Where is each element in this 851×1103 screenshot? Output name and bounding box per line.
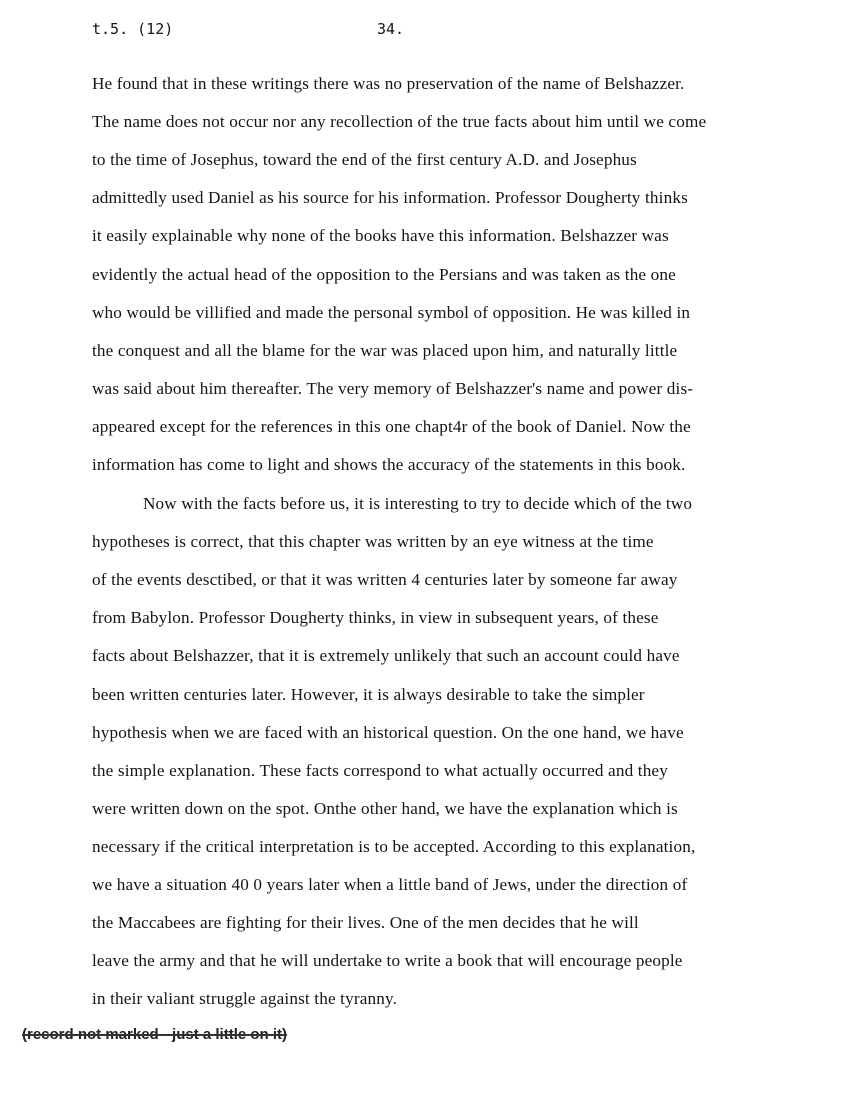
text-line: was said about him thereafter. The very memory of Belshazzer's name and power dis- [92, 378, 694, 398]
text-line: hypothesis when we are faced with an historical question. On the one hand, we have [92, 722, 684, 742]
text-line: who would be villified and made the personal symbol of opposition. He was killed in [92, 302, 691, 322]
text-line: been written centuries later. However, it is always desirable to take the simpler [92, 684, 645, 704]
text-line: were written down on the spot. Onthe other hand, we have the explanation which is [92, 798, 678, 818]
text-line: Now with the facts before us, it is interesting to try to decide which of the two [143, 494, 693, 513]
text-line: evidently the actual head of the opposition to the Persians and was taken as the one [92, 264, 676, 284]
text-line: facts about Belshazzer, that it is extremely unlikely that such an account could have [92, 646, 680, 666]
text-line: it easily explainable why none of the books have this information. Belshazzer was [92, 226, 669, 246]
text-line: the conquest and all the blame for the war was placed upon him, and naturally little [92, 340, 678, 360]
text-line: The name does not occur nor any recollection of the true facts about him until we come [92, 112, 707, 132]
text-line: we have a situation 40 0 years later when a little band of Jews, under the direction of [92, 875, 688, 894]
text-line: the Maccabees are fighting for their lives. One of the men decides that he will [92, 913, 639, 933]
header-reference: t.5. (12) [92, 20, 174, 38]
text-line: hypotheses is correct, that this chapter was written by an eye witness at the time [92, 532, 654, 552]
text-line: appeared except for the references in this one chapt4r of the book of Daniel. Now the [92, 416, 691, 436]
text-line: information has come to light and shows the accuracy of the statements in this book. [92, 455, 686, 474]
text-line: He found that in these writings there was no preservation of the name of Belshazzer. [92, 74, 685, 93]
page-number: 34. [377, 20, 405, 38]
struck-through-note: (record not marked - just a little on it) [22, 1026, 288, 1043]
text-line: the simple explanation. These facts correspond to what actually occurred and they [92, 760, 668, 780]
text-line: admittedly used Daniel as his source for his information. Professor Dougherty thinks [92, 188, 688, 208]
text-line: leave the army and that he will undertake to write a book that will encourage people [92, 951, 683, 971]
text-line: of the events desctibed, or that it was written 4 centuries later by someone far away [92, 570, 678, 590]
text-line: from Babylon. Professor Dougherty thinks, in view in subsequent years, of these [92, 608, 659, 628]
text-line: necessary if the critical interpretation is to be accepted. According to this explanation, [92, 836, 696, 856]
text-line: to the time of Josephus, toward the end of the first century A.D. and Josephus [92, 150, 637, 170]
text-line: in their valiant struggle against the tyranny. [92, 989, 398, 1009]
